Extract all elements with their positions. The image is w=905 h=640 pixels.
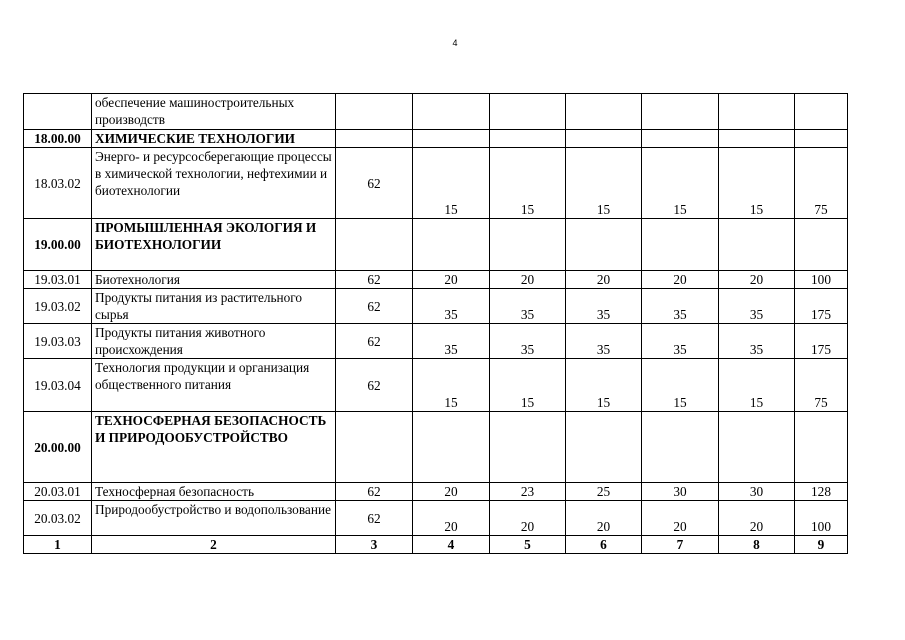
column-number-cell: 8: [719, 536, 795, 554]
col3-cell: 62: [336, 324, 413, 359]
value-cell: [642, 94, 719, 130]
col3-cell: [336, 94, 413, 130]
col3-cell: 62: [336, 271, 413, 289]
value-cell: [490, 412, 566, 483]
table-row: [24, 483, 848, 501]
col3-cell: 62: [336, 359, 413, 412]
value-cell: [642, 130, 719, 148]
col3-cell: [336, 130, 413, 148]
column-number-cell: 2: [92, 536, 336, 554]
code-cell: 19.03.01: [24, 271, 92, 289]
value-cell: [795, 219, 848, 271]
name-cell: Технология продукции и организация общественного питания: [92, 359, 336, 412]
value-cell: [795, 412, 848, 483]
table-row: [24, 359, 848, 412]
table-row: [24, 148, 848, 219]
value-cell: 35: [642, 324, 719, 359]
value-cell: 20: [490, 271, 566, 289]
value-cell: 175: [795, 289, 848, 324]
table-row: [24, 501, 848, 536]
value-cell: 20: [642, 271, 719, 289]
value-cell: [795, 94, 848, 130]
value-cell: 100: [795, 271, 848, 289]
value-cell: 15: [642, 148, 719, 219]
group-row: [24, 130, 848, 148]
value-cell: [490, 130, 566, 148]
value-cell: [719, 412, 795, 483]
column-number-cell: 4: [413, 536, 490, 554]
code-cell: 19.03.02: [24, 289, 92, 324]
value-cell: [413, 412, 490, 483]
code-cell: 19.03.04: [24, 359, 92, 412]
value-cell: 15: [719, 359, 795, 412]
name-cell: ХИМИЧЕСКИЕ ТЕХНОЛОГИИ: [92, 130, 336, 148]
name-cell: Природообустройство и водопользование: [92, 501, 336, 536]
value-cell: 15: [566, 148, 642, 219]
column-number-cell: 5: [490, 536, 566, 554]
value-cell: 20: [413, 483, 490, 501]
name-cell: Биотехнология: [92, 271, 336, 289]
value-cell: [413, 130, 490, 148]
value-cell: 35: [490, 324, 566, 359]
value-cell: 15: [413, 148, 490, 219]
column-number-row: [24, 536, 848, 554]
value-cell: 35: [566, 324, 642, 359]
value-cell: 15: [490, 148, 566, 219]
value-cell: 20: [413, 271, 490, 289]
value-cell: [490, 94, 566, 130]
code-cell: 18.00.00: [24, 130, 92, 148]
code-cell: 20.03.01: [24, 483, 92, 501]
code-cell: 20.03.02: [24, 501, 92, 536]
value-cell: 23: [490, 483, 566, 501]
name-cell: ТЕХНОСФЕРНАЯ БЕЗОПАСНОСТЬ И ПРИРОДООБУСТРОЙСТВО: [92, 412, 336, 483]
value-cell: [566, 94, 642, 130]
value-cell: 35: [413, 289, 490, 324]
column-number-cell: 7: [642, 536, 719, 554]
code-cell: 20.00.00: [24, 412, 92, 483]
value-cell: 20: [490, 501, 566, 536]
value-cell: 35: [413, 324, 490, 359]
value-cell: 100: [795, 501, 848, 536]
value-cell: 35: [719, 324, 795, 359]
value-cell: 20: [719, 501, 795, 536]
column-number-cell: 6: [566, 536, 642, 554]
value-cell: 15: [490, 359, 566, 412]
value-cell: 20: [413, 501, 490, 536]
name-cell: Техносферная безопасность: [92, 483, 336, 501]
column-number-cell: 1: [24, 536, 92, 554]
value-cell: 15: [566, 359, 642, 412]
value-cell: 35: [490, 289, 566, 324]
column-number-cell: 3: [336, 536, 413, 554]
value-cell: 175: [795, 324, 848, 359]
value-cell: 15: [413, 359, 490, 412]
value-cell: [566, 412, 642, 483]
value-cell: [566, 130, 642, 148]
value-cell: [719, 219, 795, 271]
value-cell: [642, 219, 719, 271]
group-row: [24, 412, 848, 483]
value-cell: 20: [719, 271, 795, 289]
code-cell: [24, 94, 92, 130]
value-cell: 20: [566, 501, 642, 536]
value-cell: 15: [642, 359, 719, 412]
table-row: [24, 324, 848, 359]
value-cell: 30: [642, 483, 719, 501]
value-cell: 15: [719, 148, 795, 219]
value-cell: [490, 219, 566, 271]
name-cell: ПРОМЫШЛЕННАЯ ЭКОЛОГИЯ И БИОТЕХНОЛОГИИ: [92, 219, 336, 271]
col3-cell: 62: [336, 501, 413, 536]
value-cell: 20: [642, 501, 719, 536]
value-cell: [642, 412, 719, 483]
code-cell: 19.00.00: [24, 219, 92, 271]
value-cell: 35: [566, 289, 642, 324]
col3-cell: 62: [336, 148, 413, 219]
table-row: [24, 289, 848, 324]
value-cell: [795, 130, 848, 148]
code-cell: 19.03.03: [24, 324, 92, 359]
table-row: [24, 94, 848, 130]
value-cell: [413, 219, 490, 271]
name-cell: Энерго- и ресурсосберегающие процессы в химической технологии, нефтехимии и биотехнологии: [92, 148, 336, 219]
value-cell: [719, 130, 795, 148]
value-cell: [566, 219, 642, 271]
col3-cell: 62: [336, 483, 413, 501]
value-cell: 128: [795, 483, 848, 501]
value-cell: [413, 94, 490, 130]
page-number: 4: [452, 38, 458, 48]
name-cell: Продукты питания животного происхождения: [92, 324, 336, 359]
value-cell: 75: [795, 148, 848, 219]
col3-cell: [336, 219, 413, 271]
value-cell: 30: [719, 483, 795, 501]
col3-cell: 62: [336, 289, 413, 324]
specialties-table: [23, 93, 848, 554]
value-cell: 35: [719, 289, 795, 324]
name-cell: Продукты питания из растительного сырья: [92, 289, 336, 324]
value-cell: 20: [566, 271, 642, 289]
name-cell: обеспечение машиностроительных производств: [92, 94, 336, 130]
table-row: [24, 271, 848, 289]
column-number-cell: 9: [795, 536, 848, 554]
group-row: [24, 219, 848, 271]
value-cell: [719, 94, 795, 130]
value-cell: 35: [642, 289, 719, 324]
value-cell: 75: [795, 359, 848, 412]
col3-cell: [336, 412, 413, 483]
value-cell: 25: [566, 483, 642, 501]
code-cell: 18.03.02: [24, 148, 92, 219]
